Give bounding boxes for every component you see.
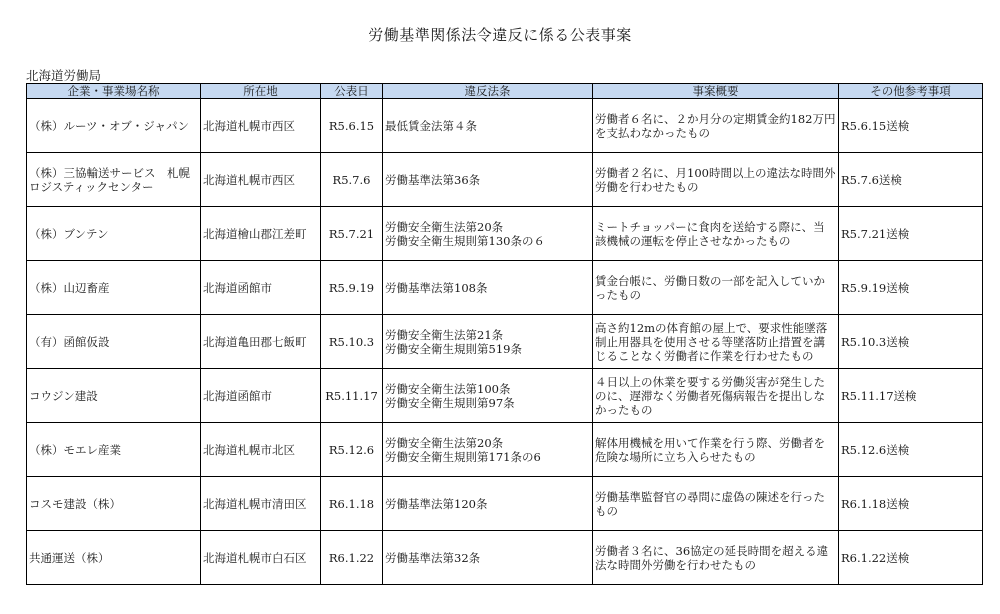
summary-cell: 労働基準監督官の尋問に虚偽の陳述を行ったもの — [593, 477, 839, 531]
company-cell: （株）ブンテン — [27, 207, 201, 261]
law-cell — [383, 423, 593, 477]
location-cell: 北海道檜山郡江差町 — [201, 207, 321, 261]
header-date: 公表日 — [321, 84, 383, 99]
law-cell — [383, 315, 593, 369]
company-cell: （有）函館仮設 — [27, 315, 201, 369]
law-line: 労働基準法第108条 — [385, 280, 488, 295]
summary-cell: 労働者３名に、36協定の延長時間を超える違法な時間外労働を行わせたもの — [593, 531, 839, 585]
table-row — [27, 369, 983, 423]
notes-cell: R5.10.3送検 — [839, 315, 983, 369]
notes-cell: R5.12.6送検 — [839, 423, 983, 477]
location-cell: 北海道札幌市北区 — [201, 423, 321, 477]
violations-table — [26, 83, 983, 585]
notes-cell: R5.7.6送検 — [839, 153, 983, 207]
law-line: 労働安全衛生法第21条 — [385, 327, 504, 342]
notes-cell: R5.7.21送検 — [839, 207, 983, 261]
summary-cell: 賃金台帳に、労働日数の一部を記入していかったもの — [593, 261, 839, 315]
law-line: 労働安全衛生規則第130条の６ — [385, 233, 545, 248]
company-cell: （株）ルーツ・オブ・ジャパン — [27, 99, 201, 153]
table-row — [27, 423, 983, 477]
location-cell: 北海道札幌市白石区 — [201, 531, 321, 585]
table-row — [27, 531, 983, 585]
date-cell: R5.11.17 — [321, 369, 383, 423]
table-row — [27, 315, 983, 369]
header-company: 企業・事業場名称 — [27, 84, 201, 99]
location-cell: 北海道亀田郡七飯町 — [201, 315, 321, 369]
company-cell: 共通運送（株） — [27, 531, 201, 585]
summary-cell: ミートチョッパーに食肉を送給する際に、当該機械の運転を停止させなかったもの — [593, 207, 839, 261]
law-line: 最低賃金法第４条 — [385, 118, 477, 133]
location-cell: 北海道札幌市西区 — [201, 99, 321, 153]
page-title: 労働基準関係法令違反に係る公表事案 — [368, 26, 632, 44]
law-cell — [383, 99, 593, 153]
company-cell: （株）山辺畜産 — [27, 261, 201, 315]
date-cell: R6.1.18 — [321, 477, 383, 531]
summary-cell: 解体用機械を用いて作業を行う際、労働者を危険な場所に立ち入らせたもの — [593, 423, 839, 477]
table-row — [27, 153, 983, 207]
table-row — [27, 261, 983, 315]
header-law: 違反法条 — [383, 84, 593, 99]
law-line: 労働安全衛生規則第97条 — [385, 395, 515, 410]
company-cell: コスモ建設（株） — [27, 477, 201, 531]
law-cell — [383, 531, 593, 585]
law-cell — [383, 153, 593, 207]
law-line: 労働安全衛生法第20条 — [385, 435, 504, 450]
law-line: 労働安全衛生規則第171条の6 — [385, 449, 541, 464]
law-line: 労働基準法第32条 — [385, 550, 481, 565]
date-cell: R5.12.6 — [321, 423, 383, 477]
notes-cell: R5.11.17送検 — [839, 369, 983, 423]
header-location: 所在地 — [201, 84, 321, 99]
location-cell: 北海道札幌市西区 — [201, 153, 321, 207]
company-cell: コウジン建設 — [27, 369, 201, 423]
header-summary: 事案概要 — [593, 84, 839, 99]
date-cell: R5.10.3 — [321, 315, 383, 369]
law-line: 労働安全衛生法第20条 — [385, 219, 504, 234]
summary-cell: 労働者６名に、２か月分の定期賃金約182万円を支払わなかったもの — [593, 99, 839, 153]
location-cell: 北海道函館市 — [201, 261, 321, 315]
law-cell — [383, 369, 593, 423]
location-cell: 北海道札幌市清田区 — [201, 477, 321, 531]
law-cell — [383, 207, 593, 261]
law-line: 労働基準法第120条 — [385, 496, 488, 511]
notes-cell: R5.6.15送検 — [839, 99, 983, 153]
notes-cell: R6.1.22送検 — [839, 531, 983, 585]
summary-cell: 労働者２名に、月100時間以上の違法な時間外労働を行わせたもの — [593, 153, 839, 207]
table-row — [27, 207, 983, 261]
header-notes: その他参考事項 — [839, 84, 983, 99]
date-cell: R5.7.6 — [321, 153, 383, 207]
bureau-name: 北海道労働局 — [26, 68, 102, 83]
date-cell: R5.7.21 — [321, 207, 383, 261]
summary-cell: ４日以上の休業を要する労働災害が発生したのに、遅滞なく労働者死傷病報告を提出しなかったもの — [593, 369, 839, 423]
company-cell: （株）三協輸送サービス 札幌ロジスティックセンター — [27, 153, 201, 207]
company-cell: （株）モエレ産業 — [27, 423, 201, 477]
law-line: 労働安全衛生規則第519条 — [385, 341, 522, 356]
table-row — [27, 99, 983, 153]
table-header-row — [27, 84, 983, 99]
notes-cell: R5.9.19送検 — [839, 261, 983, 315]
table-row — [27, 477, 983, 531]
law-line: 労働安全衛生法第100条 — [385, 381, 511, 396]
location-cell: 北海道函館市 — [201, 369, 321, 423]
date-cell: R5.9.19 — [321, 261, 383, 315]
notes-cell: R6.1.18送検 — [839, 477, 983, 531]
date-cell: R5.6.15 — [321, 99, 383, 153]
summary-cell: 高さ約12mの体育館の屋上で、要求性能墜落制止用器具を使用させる等墜落防止措置を講じることなく労働者に作業を行わせたもの — [593, 315, 839, 369]
law-cell — [383, 261, 593, 315]
date-cell: R6.1.22 — [321, 531, 383, 585]
law-cell — [383, 477, 593, 531]
law-line: 労働基準法第36条 — [385, 172, 481, 187]
